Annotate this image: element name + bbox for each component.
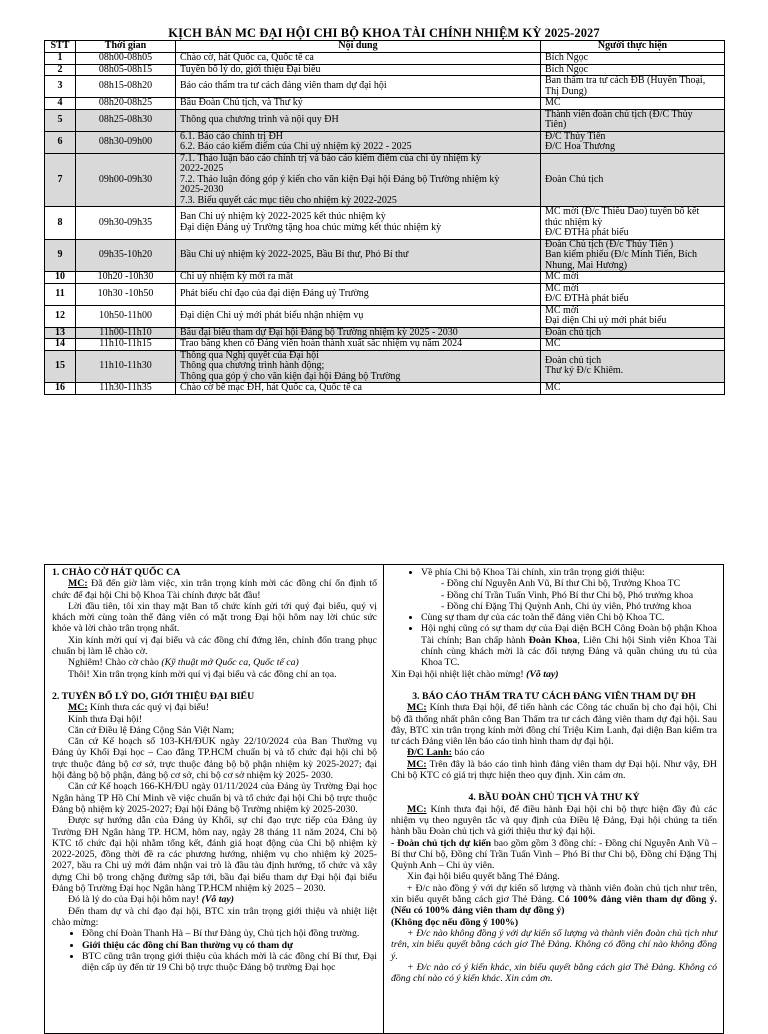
- row-time: 09h30-09h35: [76, 207, 176, 240]
- section-4-p2-text: bao gồm gồm 3 đồng chí: - Đồng chí Nguyễn Anh Vũ – Bí thư Chi bộ, Đồng chí Trần Tuấn Vinh – Phó Bí thư Chi bộ, Đồng chí Đặng Thị Quỳnh Anh – Chi ủy viên.: [391, 837, 718, 872]
- section-2-p5: Đến tham dự và chỉ đạo đại hội, BTC xin trân trọng giới thiệu và nhiệt liệt chào mừng:: [52, 905, 377, 928]
- table-row: [45, 305, 725, 327]
- section-2-p3: Được sự hướng dẫn của Đảng ủy Khối, sự chỉ đạo trực tiếp của Đảng ủy Trường ĐH Ngân hàng TP. HCM, hôm nay, ngày 28 tháng 11 năm 2024, Chi bộ KTC tổ chức đại hội nhằm tổng kết, đánh giá hoạt động của Chi bộ nhiệm kỳ 2022-2025, đồng thời đề ra các phương hướng, nhiệm vụ cho nhiệm kỳ 2025-2027, bầu ra Chi uỷ mới đảm nhận vai trò là đầu tàu định hướng, tổ chức và xây dựng Chi bộ trong chặng đường sắp tới, bầu đại biểu tham dự Đại hội đại biểu Đảng bộ Trường Đại học Ngân hàng TP.HCM nhiệm kỳ 2025 – 2030.: [52, 815, 377, 895]
- section-2-close: [391, 669, 717, 680]
- script-left-column: [45, 565, 384, 1033]
- row-person: MC mời (Đ/c Thiều Dao) tuyên bố kết thúc nhiệm kỳ Đ/C ĐTHà phát biểu: [541, 207, 725, 240]
- row-content: 7.1. Thảo luận báo cáo chính trị và báo cáo kiểm điểm của chi ủy nhiệm kỳ 2022-2025 7.2. Thảo luận đóng góp ý kiến cho văn kiện Đại hội Đảng bộ Trường nhiệm kỳ 2025-2030 7.3. Biểu quyết các mục tiêu cho nhiệm kỳ 2022-2025: [176, 153, 541, 207]
- row-time: 08h20-08h25: [76, 98, 176, 110]
- list-item-text: Về phía Chi bộ Khoa Tài chính, xin trân trọng giới thiệu:: [421, 567, 645, 578]
- row-content: Ban Chi uỷ nhiệm kỳ 2022-2025 kết thúc nhiệm kỳ Đại diện Đảng uỷ Trường tặng hoa chúc mừng kết thúc nhiệm kỳ: [176, 207, 541, 240]
- row-content: 6.1. Báo cáo chính trị ĐH 6.2. Báo cáo kiểm điểm của Chi uỷ nhiệm kỳ 2022 - 2025: [176, 131, 541, 153]
- list-item-text: Hội nghị cũng có sự tham dự của Đại diện BCH Công Đoàn bộ phận Khoa Tài chính; Ban chấp hành: [421, 623, 717, 646]
- row-content: Trao bằng khen cố Đảng viên hoàn thành xuất sắc nhiệm vụ năm 2024: [176, 339, 541, 351]
- section-1-p5: Thôi! Xin trân trọng kính mời quí vị đại biểu và các đồng chí an tọa.: [68, 668, 337, 680]
- section-1-mc-line: [52, 578, 377, 601]
- section-2-p4: [52, 894, 377, 905]
- section-4-p4: [391, 883, 717, 917]
- table-row: [45, 64, 725, 76]
- row-person: Đ/C Thủy Tiên Đ/C Hoa Thương: [541, 131, 725, 153]
- table-row: [45, 383, 725, 395]
- section-4-p4-text: + Đ/c nào đồng ý với dự kiến số lượng và thành viên đoàn chủ tịch như trên, xin biểu quyết bằng cách giơ Thẻ Đảng.: [391, 882, 717, 906]
- row-time: 09h35-10h20: [76, 239, 176, 272]
- row-time: 08h30-09h00: [76, 131, 176, 153]
- row-stt: 6: [45, 131, 76, 153]
- section-3-lanh-text: báo cáo: [451, 747, 485, 759]
- section-4-p6: + Đ/c nào không đồng ý với dự kiến số lượng và thành viên đoàn chủ tịch như trên, xin biểu quyết bằng cách giơ Thẻ Đảng. Không có đồng chí nào không đồng ý.: [391, 927, 717, 962]
- row-content: Bầu đại biểu tham dự Đại hội Đảng bộ Trường nhiệm kỳ 2025 - 2030: [176, 327, 541, 339]
- row-stt: 13: [45, 327, 76, 339]
- section-2-dash-list: [421, 578, 717, 612]
- header-stt: STT: [45, 41, 76, 53]
- row-time: 10h50-11h00: [76, 305, 176, 327]
- row-stt: 14: [45, 339, 76, 351]
- list-item: - Đồng chí Đặng Thị Quỳnh Anh, Chi ủy viên, Phó trưởng khoa: [455, 601, 717, 612]
- section-4-mc-line: [391, 804, 717, 838]
- section-3-mc-line: [391, 702, 717, 747]
- section-3-mc2: Trên đây là báo cáo tình hình đảng viên tham dự Đại hội. Như vậy, ĐH Chi bộ KTC có giá trị thực hiện theo quy định. Xin cảm ơn.: [391, 758, 717, 782]
- table-row: [45, 339, 725, 351]
- row-stt: 11: [45, 283, 76, 305]
- list-item-text: , Liên Chi hội Sinh viên Khoa Tài chính cùng khách mời là các đối tượng Đảng và quần chúng ưu tú của Khoa TC.: [421, 634, 718, 669]
- row-person: Bích Ngọc: [541, 64, 725, 76]
- list-item: - Đồng chí Nguyễn Anh Vũ, Bí thư Chi bộ, Trưởng Khoa TC: [455, 578, 717, 589]
- list-item: [421, 567, 717, 612]
- row-stt: 4: [45, 98, 76, 110]
- mc-label: MC:: [407, 803, 427, 815]
- section-2-p1: Căn cứ Kế hoạch số 103-KH/ĐUK ngày 22/10/2024 của Ban Thường vụ Đảng ủy Khối Đại học – Cao đẳng TP.HCM chuẩn bị và tổ chức đại hội chi bộ trực thuộc đảng bộ cơ sở, trực thuộc đảng bộ bộ phận nhiệm kỳ 2025-2027; đại hội đảng bộ bộ phận, đảng bộ cơ sở, chi bộ cơ sở nhiệm kỳ 2025- 2030.: [52, 736, 377, 782]
- section-2-mc-line: [52, 702, 377, 713]
- row-person: MC: [541, 383, 725, 395]
- row-time: 11h10-11h30: [76, 350, 176, 383]
- row-time: 11h10-11h15: [76, 339, 176, 351]
- mc-script-columns: [44, 564, 724, 1034]
- section-2-p4-text: Đó là lý do của Đại hội hôm nay!: [68, 894, 202, 906]
- section-1-p3: Xin kính mời quí vị đại biểu và các đồng chí đứng lên, chỉnh đốn trang phục chuẩn bị làm lễ chào cờ.: [52, 634, 377, 658]
- table-row: [45, 350, 725, 383]
- list-item: [421, 623, 717, 668]
- row-content: Tuyên bố lý do, giới thiệu Đại biểu: [176, 64, 541, 76]
- section-2-p4-note: (Vỗ tay): [201, 894, 234, 906]
- row-stt: 12: [45, 305, 76, 327]
- table-row: [45, 207, 725, 240]
- row-person: MC: [541, 98, 725, 110]
- row-person: MC mời: [541, 272, 725, 284]
- row-person: Đoàn chủ tịch: [541, 327, 725, 339]
- row-time: 09h00-09h30: [76, 153, 176, 207]
- section-3-lanh-line: [391, 747, 717, 758]
- row-time: 11h00-11h10: [76, 327, 176, 339]
- document-title: KỊCH BẢN MC ĐẠI HỘI CHI BỘ KHOA TÀI CHÍNH NHIỆM KỲ 2025-2027: [168, 26, 600, 40]
- row-stt: 15: [45, 350, 76, 383]
- section-4-p2-bold: - Đoàn chủ tịch dự kiến: [391, 837, 492, 849]
- lanh-label: Đ/C Lanh:: [407, 747, 452, 759]
- row-content: Đại diện Chi uỷ mới phát biểu nhận nhiệm vụ: [176, 305, 541, 327]
- section-2-l2: Kính thưa Đại hội!: [68, 713, 143, 725]
- header-content: Nội dung: [176, 41, 541, 53]
- header-person: Người thực hiện: [541, 41, 725, 53]
- row-time: 11h30-11h35: [76, 383, 176, 395]
- list-item: • BTC cũng trân trọng giới thiệu của khách mời là các đồng chí Bí thư, Đại diện cấp ủy đến từ 19 Chi bộ trực thuộc Đảng bộ trường Đại học: [82, 951, 377, 974]
- section-1-p4-note: (Kỹ thuật mở Quốc ca, Quốc tế ca): [161, 657, 299, 669]
- section-2-l3: Căn cứ Điều lệ Đảng Cộng Sản Việt Nam;: [68, 724, 235, 736]
- section-2-close-text: Xin Đại hội nhiệt liệt chào mừng!: [391, 668, 527, 680]
- table-row: [45, 131, 725, 153]
- table-row: [45, 272, 725, 284]
- row-content: Chào cờ bế mạc ĐH, hát Quốc ca, Quốc tế ca: [176, 383, 541, 395]
- row-person: Thành viên đoàn chủ tịch (Đ/C Thủy Tiên): [541, 109, 725, 131]
- row-stt: 8: [45, 207, 76, 240]
- table-row: [45, 153, 725, 207]
- section-2-close-note: (Vỗ tay): [526, 668, 559, 680]
- row-time: 08h15-08h20: [76, 76, 176, 98]
- row-content: Thông qua chương trình và nội quy ĐH: [176, 109, 541, 131]
- section-2-p2: Căn cứ Kế hoạch 166-KH/ĐU ngày 01/11/2024 của Đảng ủy Trường Đại học Ngân hàng TP Hồ Chí Minh về việc chuẩn bị và tổ chức đại hội Chi bộ trực thuộc Đảng bộ nhiệm kỳ 2025-2027; Đại hội Đảng bộ Trường nhiệm kỳ 2025-2030.: [52, 781, 377, 815]
- row-content: Báo cáo thẩm tra tư cách đảng viên tham dự đại hội: [176, 76, 541, 98]
- table-row: [45, 283, 725, 305]
- row-time: 08h00-08h05: [76, 53, 176, 65]
- agenda-header-row: [45, 41, 725, 53]
- section-3-p1: Kính thưa Đại hội, để tiến hành các Công tác chuẩn bị cho đại hội, Chi bộ đã thống nhất phân công Ban Thẩm tra tư cách đảng viên tham dự đại hội. Sau đây, BTC xin trân trọng kính mời đồng chí Triệu Kim Lanh, đại diện Ban kiểm tra tư cách Đảng viên lên báo cáo tình hình tham dự đại hội.: [391, 702, 717, 748]
- script-right-column: [384, 565, 723, 1033]
- row-person: Đoàn Chủ tịch: [541, 153, 725, 207]
- row-stt: 10: [45, 272, 76, 284]
- row-content: Bầu Đoàn Chủ tịch, và Thư ký: [176, 98, 541, 110]
- row-content: Bầu Chi uỷ nhiệm kỳ 2022-2025, Bầu Bí thư, Phó Bí thư: [176, 239, 541, 272]
- mc-label: MC:: [407, 758, 427, 770]
- section-4-p1: Kính thưa đại hội, để điều hành Đại hội chi bộ thực hiện đầy đủ các nhiệm vụ theo nguyên tắc và quy định của Điều lệ Đảng, Đại hội chúng ta tiến hành bầu Đoàn chủ tịch và giới thiệu thư ký đại hội.: [391, 803, 717, 838]
- row-stt: 7: [45, 153, 76, 207]
- section-2-guest-list-cont: [391, 567, 717, 669]
- list-item: • Cùng sự tham dự của các toàn thể đảng viên Chi bộ Khoa TC.: [421, 612, 717, 623]
- mc-label: MC:: [68, 578, 88, 590]
- section-1-p4: [52, 657, 377, 668]
- row-person: Đoàn chủ tịch Thư ký Đ/c Khiêm.: [541, 350, 725, 383]
- row-stt: 1: [45, 53, 76, 65]
- row-content: Phát biểu chỉ đạo của đại diện Đảng uỷ Trường: [176, 283, 541, 305]
- row-time: 10h20 -10h30: [76, 272, 176, 284]
- row-person: MC: [541, 339, 725, 351]
- row-time: 08h25-08h30: [76, 109, 176, 131]
- row-person: MC mời Đại diện Chi uỷ mới phát biểu: [541, 305, 725, 327]
- row-person: MC mời Đ/C ĐTHà phát biểu: [541, 283, 725, 305]
- row-person: Bích Ngọc: [541, 53, 725, 65]
- table-row: [45, 76, 725, 98]
- table-row: [45, 239, 725, 272]
- row-person: Đoàn Chủ tịch (Đ/c Thủy Tiên ) Ban kiểm phiếu (Đ/c Minh Tiến, Bích Nhung, Mai Hương): [541, 239, 725, 272]
- section-3-heading: 3. BÁO CÁO THẨM TRA TƯ CÁCH ĐẢNG VIÊN THAM DỰ ĐH: [412, 690, 696, 702]
- row-time: 10h30 -10h50: [76, 283, 176, 305]
- section-2-heading: 2. TUYÊN BỐ LÝ DO, GIỚI THIỆU ĐẠI BIỂU: [52, 690, 255, 702]
- row-stt: 9: [45, 239, 76, 272]
- mc-label: MC:: [407, 702, 427, 714]
- table-row: [45, 327, 725, 339]
- section-1-p1: Đã đến giờ làm việc, xin trân trọng kính mời các đồng chí ổn định tổ chức để đại hội Chi bộ Khoa Tài chính được bắt đầu!: [52, 578, 377, 601]
- section-2-guest-list: [52, 928, 377, 973]
- list-item: • Giới thiệu các đồng chí Ban thường vụ có tham dự: [82, 940, 377, 951]
- mc-label: MC:: [68, 702, 88, 714]
- row-stt: 2: [45, 64, 76, 76]
- row-content: Thông qua Nghị quyết của Đại hội Thông qua chương trình hành động; Thông qua góp ý cho văn kiện đại hội Đảng bộ Trường: [176, 350, 541, 383]
- section-1-heading: 1. CHÀO CỜ HÁT QUỐC CA: [52, 567, 181, 578]
- section-3-mc2-line: [391, 759, 717, 782]
- section-4-p4-bold: Có 100% đảng viên tham dự đồng ý. (Nếu có 100% đảng viên tham dự đồng ý): [391, 894, 717, 917]
- section-4-heading: 4. BẦU ĐOÀN CHỦ TỊCH VÀ THƯ KÝ: [468, 792, 640, 804]
- table-row: [45, 53, 725, 65]
- section-4-p2: [391, 838, 717, 872]
- list-item: - Đồng chí Trần Tuấn Vinh, Phó Bí thư Chi bộ, Phó trưởng khoa: [455, 590, 717, 601]
- row-stt: 5: [45, 109, 76, 131]
- section-4-p5: (Không đọc nếu đồng ý 100%): [391, 916, 519, 928]
- row-content: Chào cờ, hát Quốc ca, Quốc tế ca: [176, 53, 541, 65]
- table-row: [45, 109, 725, 131]
- section-2-l1: Kính thưa các quý vị đại biểu!: [87, 702, 210, 714]
- section-4-p3: Xin đại hội biểu quyết bằng Thẻ Đảng.: [407, 871, 560, 883]
- row-content: Chi uỷ nhiệm kỳ mới ra mắt: [176, 272, 541, 284]
- section-1-p4-text: Nghiêm! Chào cờ chào: [68, 657, 162, 669]
- row-stt: 16: [45, 383, 76, 395]
- section-1-p2: Lời đầu tiên, tôi xin thay mặt Ban tổ chức kính gửi tới quý đại biểu, quý vị khách mời cùng toàn thể đảng viên có mặt trong Đại hội hôm nay lời chúc sức khỏe và lời chào trân trọng nhất.: [52, 600, 377, 635]
- list-item: • Đồng chí Đoàn Thanh Hà – Bí thư Đảng ủy, Chủ tịch hội đồng trường.: [82, 928, 377, 939]
- list-item-bold: Đoàn Khoa: [528, 634, 578, 646]
- header-time: Thời gian: [76, 41, 176, 53]
- table-row: [45, 98, 725, 110]
- agenda-body: [45, 53, 725, 395]
- section-4-p7: + Đ/c nào có ý kiến khác, xin biểu quyết bằng cách giơ Thẻ Đảng. Không có đồng chí nào có ý kiến khác. Xin cảm ơn.: [391, 961, 717, 985]
- agenda-table: [44, 40, 725, 395]
- row-time: 08h05-08h15: [76, 64, 176, 76]
- row-person: Ban thẩm tra tư cách ĐB (Huyền Thoại, Thị Dung): [541, 76, 725, 98]
- row-stt: 3: [45, 76, 76, 98]
